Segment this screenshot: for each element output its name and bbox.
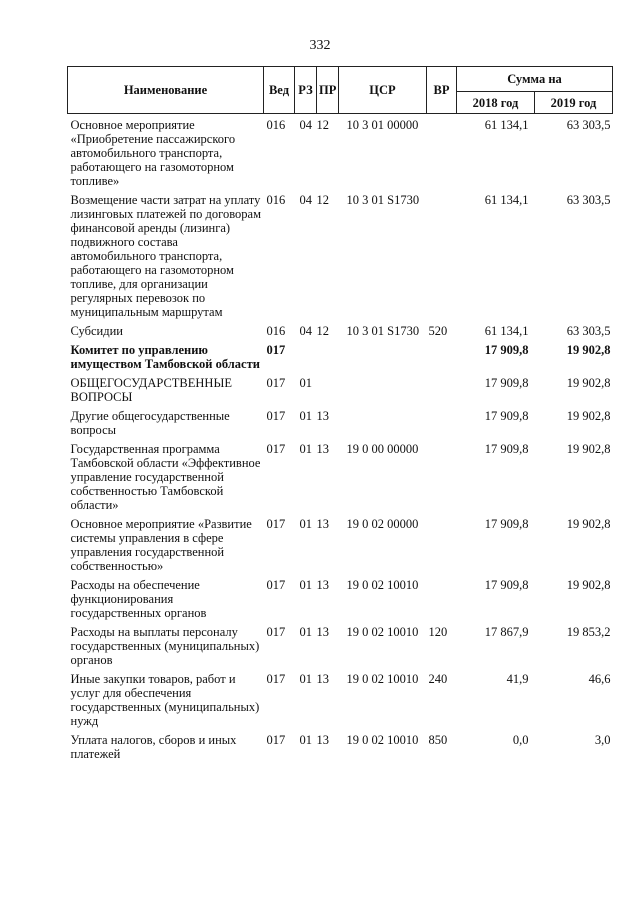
row-rz: 01 (299, 733, 312, 747)
row-csr: 19 0 02 00000 (346, 517, 419, 531)
row-ved: 016 (266, 193, 286, 207)
row-pr (317, 376, 339, 409)
row-csr: 10 3 01 S1730 (346, 193, 420, 207)
header-year-2019: 2019 год (535, 92, 613, 114)
row-csr: 19 0 02 10010 (346, 625, 419, 639)
header-ved: Вед (264, 67, 295, 114)
row-pr: 13 (316, 625, 329, 639)
row-sum-2019: 63 303,5 (566, 324, 611, 338)
row-rz: 01 (299, 672, 312, 686)
header-name: Наименование (68, 67, 264, 114)
table-row (68, 114, 613, 194)
row-sum-2018: 61 134,1 (484, 118, 529, 132)
row-rz: 04 (299, 118, 312, 132)
row-pr: 13 (316, 442, 329, 456)
table-row (68, 442, 613, 517)
row-name: Расходы на обеспечение функционирования государственных органов (70, 578, 207, 620)
row-ved: 017 (266, 442, 286, 456)
row-rz: 04 (299, 324, 312, 338)
row-csr: 10 3 01 00000 (346, 118, 419, 132)
table-body (68, 114, 613, 767)
row-sum-2019: 63 303,5 (566, 193, 611, 207)
row-csr: 19 0 02 10010 (346, 733, 419, 747)
row-ved: 017 (266, 517, 286, 531)
row-sum-2018: 61 134,1 (484, 193, 529, 207)
row-sum-2019: 19 853,2 (566, 625, 611, 639)
row-sum-2018: 17 909,8 (484, 517, 529, 531)
row-name: Иные закупки товаров, работ и услуг для обеспечения государственных (муниципальных) нужд (70, 672, 260, 728)
row-pr (317, 343, 339, 376)
row-vr (427, 517, 457, 578)
row-sum-2019: 19 902,8 (566, 517, 611, 531)
row-sum-2019: 19 902,8 (566, 343, 611, 357)
row-rz: 01 (299, 409, 312, 423)
row-sum-2018: 17 909,8 (484, 409, 529, 423)
row-name: ОБЩЕГОСУДАРСТВЕННЫЕ ВОПРОСЫ (70, 376, 232, 404)
row-csr (339, 376, 427, 409)
table-row (68, 578, 613, 625)
row-vr (427, 114, 457, 194)
row-pr: 12 (316, 324, 329, 338)
table-header (68, 67, 613, 114)
row-sum-2018: 41,9 (506, 672, 529, 686)
row-pr: 12 (316, 193, 329, 207)
row-rz: 01 (299, 625, 312, 639)
row-sum-2019: 19 902,8 (566, 442, 611, 456)
row-ved: 017 (266, 733, 286, 747)
row-ved: 017 (266, 376, 286, 390)
header-csr: ЦСР (339, 67, 427, 114)
row-sum-2018: 17 909,8 (484, 343, 529, 357)
row-ved: 017 (266, 343, 286, 357)
row-pr: 13 (316, 672, 329, 686)
row-vr: 120 (428, 625, 448, 639)
budget-table (67, 66, 613, 766)
row-pr: 12 (316, 118, 329, 132)
row-ved: 017 (266, 625, 286, 639)
row-csr: 19 0 02 10010 (346, 672, 419, 686)
row-vr (427, 578, 457, 625)
table-row (68, 733, 613, 766)
row-sum-2018: 17 867,9 (484, 625, 529, 639)
row-vr: 850 (428, 733, 448, 747)
row-csr: 19 0 02 10010 (346, 578, 419, 592)
header-sum-on: Сумма на (457, 67, 613, 92)
row-sum-2019: 19 902,8 (566, 376, 611, 390)
row-name: Уплата налогов, сборов и иных платежей (70, 733, 237, 761)
row-rz: 01 (299, 376, 312, 390)
row-sum-2018: 17 909,8 (484, 442, 529, 456)
row-rz: 04 (299, 193, 312, 207)
row-sum-2019: 19 902,8 (566, 409, 611, 423)
row-name: Государственная программа Тамбовской области «Эффективное управление государственной собственностью Тамбовской области» (70, 442, 261, 512)
row-sum-2019: 46,6 (588, 672, 611, 686)
row-vr (427, 409, 457, 442)
row-ved: 017 (266, 578, 286, 592)
row-vr: 520 (428, 324, 448, 338)
row-sum-2019: 19 902,8 (566, 578, 611, 592)
row-rz: 01 (299, 578, 312, 592)
row-csr (339, 409, 427, 442)
table-row (68, 672, 613, 733)
row-name: Комитет по управлению имуществом Тамбовской области (70, 343, 260, 371)
row-rz (295, 343, 317, 376)
row-sum-2018: 17 909,8 (484, 578, 529, 592)
row-vr (427, 343, 457, 376)
header-year-2018: 2018 год (457, 92, 535, 114)
row-sum-2018: 61 134,1 (484, 324, 529, 338)
row-rz: 01 (299, 442, 312, 456)
row-pr: 13 (316, 733, 329, 747)
row-name: Другие общегосударственные вопросы (70, 409, 230, 437)
row-csr (339, 343, 427, 376)
row-vr (427, 442, 457, 517)
row-ved: 016 (266, 118, 286, 132)
header-rz: РЗ (295, 67, 317, 114)
table-row (68, 517, 613, 578)
row-ved: 016 (266, 324, 286, 338)
row-sum-2019: 3,0 (594, 733, 611, 747)
header-vr: ВР (427, 67, 457, 114)
table-row (68, 409, 613, 442)
page-number: 332 (309, 38, 331, 53)
row-sum-2018: 0,0 (512, 733, 529, 747)
table-row (68, 343, 613, 376)
row-name: Возмещение части затрат на уплату лизинговых платежей по договорам финансовой аренды (лизинга) подвижного состава автомобильного транспорта, работающего на газомоторном топливе, для организации регулярных перевозок по муниципальным маршрутам (70, 193, 261, 319)
row-pr: 13 (316, 409, 329, 423)
row-name: Основное мероприятие «Развитие системы управления в сфере управления государственной собственностью» (70, 517, 252, 573)
row-sum-2018: 17 909,8 (484, 376, 529, 390)
row-name: Расходы на выплаты персоналу государственных (муниципальных) органов (70, 625, 260, 667)
table-row (68, 324, 613, 343)
row-ved: 017 (266, 409, 286, 423)
row-vr (427, 376, 457, 409)
row-csr: 10 3 01 S1730 (346, 324, 420, 338)
row-sum-2019: 63 303,5 (566, 118, 611, 132)
row-pr: 13 (316, 517, 329, 531)
row-name: Субсидии (70, 324, 123, 338)
row-name: Основное мероприятие «Приобретение пассажирского автомобильного транспорта, работающего на газомоторном топливе» (70, 118, 236, 188)
header-pr: ПР (317, 67, 339, 114)
row-csr: 19 0 00 00000 (346, 442, 419, 456)
table-row (68, 193, 613, 324)
row-vr (427, 193, 457, 324)
row-pr: 13 (316, 578, 329, 592)
row-rz: 01 (299, 517, 312, 531)
row-ved: 017 (266, 672, 286, 686)
table-row (68, 376, 613, 409)
table-row (68, 625, 613, 672)
row-vr: 240 (428, 672, 448, 686)
